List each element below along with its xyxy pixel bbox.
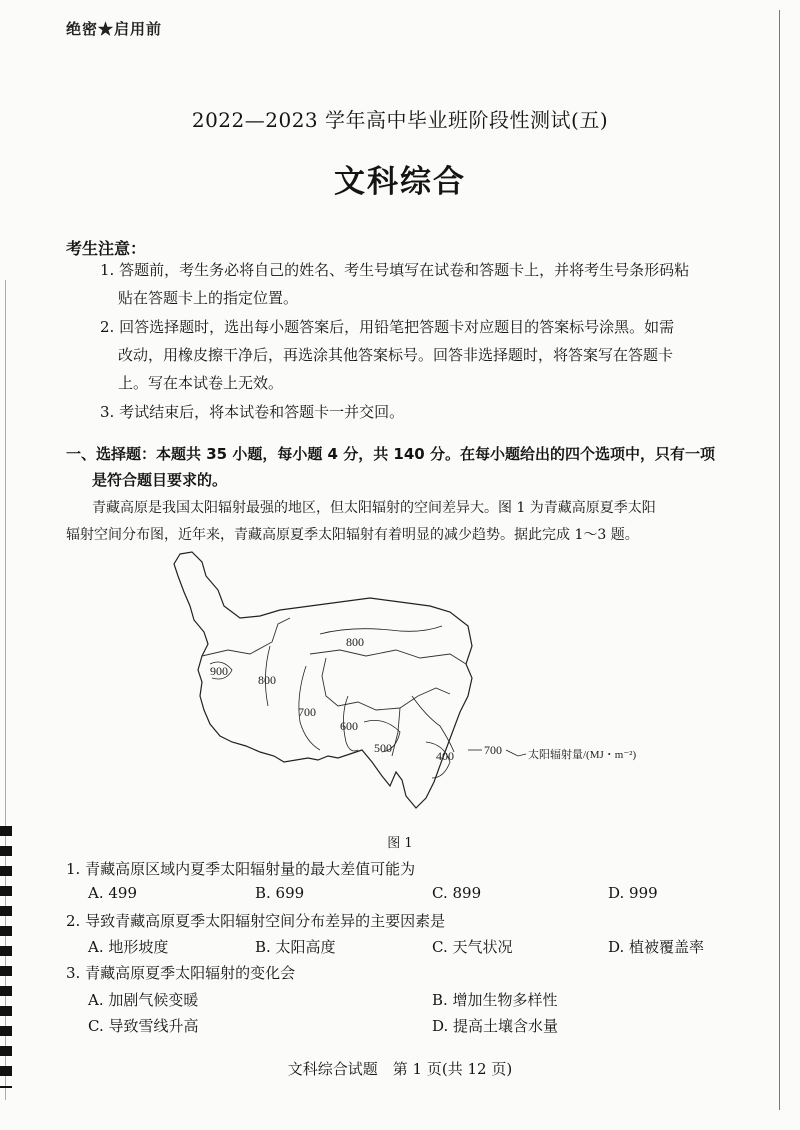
notice-item-1a: 1. 答题前，考生务必将自己的姓名、考生号填写在试卷和答题卡上，并将考生号条形码粘 [100, 261, 690, 279]
question-1-option-a: A. 499 [88, 884, 137, 902]
question-2-stem: 2. 导致青藏高原夏季太阳辐射空间分布差异的主要因素是 [66, 912, 446, 930]
notice-item-2b: 改动，用橡皮擦干净后，再选涂其他答案标号。回答非选择题时，将答案写在答题卡 [118, 346, 674, 364]
radiation-map-figure [150, 546, 650, 830]
contour-label-800-west: 800 [258, 673, 276, 687]
binding-marks [0, 826, 12, 1088]
question-1-stem: 1. 青藏高原区域内夏季太阳辐射量的最大差值可能为 [66, 860, 416, 878]
figure-caption: 图 1 [387, 836, 413, 851]
notice-item-1b: 贴在答题卡上的指定位置。 [118, 289, 299, 307]
question-2-option-b: B. 太阳高度 [255, 938, 336, 956]
boundary-line [202, 618, 290, 656]
notice-item-3: 3. 考试结束后，将本试卷和答题卡一并交回。 [100, 403, 405, 421]
exam-title: 2022—2023 学年高中毕业班阶段性测试(五) [191, 108, 609, 132]
contour-label-500: 500 [374, 741, 392, 755]
notice-heading: 考生注意： [66, 239, 147, 258]
question-3-option-d: D. 提高土壤含水量 [432, 1017, 559, 1035]
question-2-option-d: D. 植被覆盖率 [608, 938, 705, 956]
question-3-option-a: A. 加剧气候变暖 [88, 991, 199, 1009]
question-2-option-a: A. 地形坡度 [88, 938, 169, 956]
legend-sample-isoline [506, 750, 526, 756]
legend-unit: 太阳辐射量/(MJ・m⁻²) [528, 749, 637, 761]
intro-line2: 辐射空间分布图，近年来，青藏高原夏季太阳辐射有着明显的减少趋势。据此完成 1～3 题。 [66, 527, 639, 543]
isoline-800-north [320, 626, 442, 634]
contour-label-800-north: 800 [346, 635, 364, 649]
subject-title: 文科综合 [334, 164, 466, 200]
contour-label-700: 700 [298, 705, 316, 719]
notice-item-2a: 2. 回答选择题时，选出每小题答案后，用铅笔把答题卡对应题目的答案标号涂黑。如需 [100, 318, 675, 336]
contour-label-400: 400 [436, 749, 454, 763]
legend-value: 700 [484, 743, 502, 757]
question-1-option-c: C. 899 [432, 884, 482, 902]
intro-line1: 青藏高原是我国太阳辐射最强的地区，但太阳辐射的空间差异大。图 1 为青藏高原夏季太阳 [92, 500, 656, 516]
page-footer: 文科综合试题 第 1 页(共 12 页) [287, 1060, 513, 1078]
question-1-option-b: B. 699 [255, 884, 305, 902]
boundary-line [310, 650, 466, 664]
question-1-option-d: D. 999 [608, 884, 658, 902]
tibet-plateau-map [150, 546, 650, 826]
question-3-option-b: B. 增加生物多样性 [432, 991, 558, 1009]
question-2-option-c: C. 天气状况 [432, 938, 513, 956]
section-heading-line1: 一、选择题：本题共 35 小题，每小题 4 分，共 140 分。在每小题给出的四个选项中，只有一项 [66, 445, 715, 463]
notice-item-2c: 上。写在本试卷上无效。 [118, 374, 284, 392]
boundary-line [392, 708, 400, 756]
contour-label-900: 900 [210, 664, 228, 678]
confidential-stamp: 绝密★启用前 [66, 20, 163, 38]
boundary-line [322, 658, 450, 710]
contour-label-600: 600 [340, 719, 358, 733]
question-3-stem: 3. 青藏高原夏季太阳辐射的变化会 [66, 964, 296, 982]
section-heading-line2: 是符合题目要求的。 [92, 471, 228, 489]
question-3-option-c: C. 导致雪线升高 [88, 1017, 199, 1035]
